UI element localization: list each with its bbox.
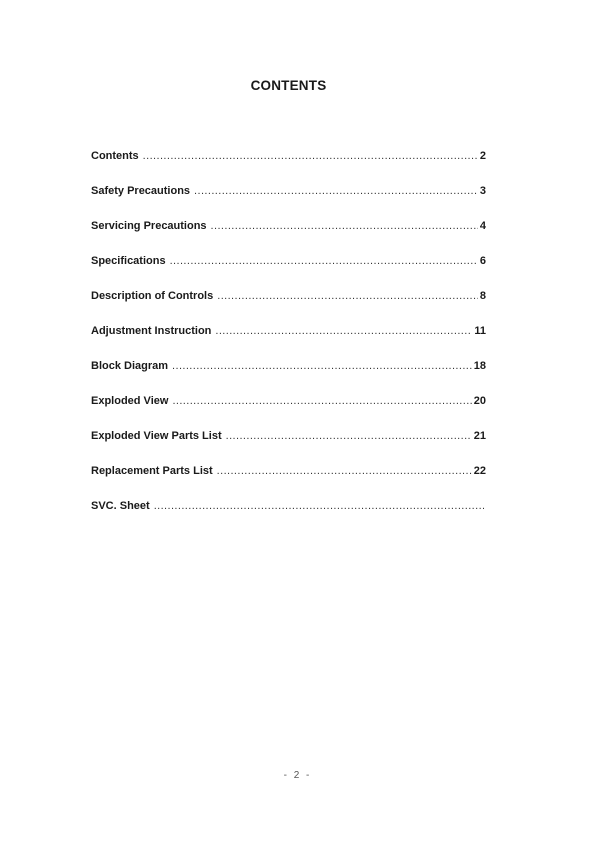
toc-entry-page: 18 (473, 360, 486, 372)
toc-entry-label: Exploded View Parts List (91, 430, 222, 442)
toc-entry-label: Adjustment Instruction (91, 325, 212, 337)
toc-entry-page: 2 (479, 150, 486, 162)
toc-entry-page: 6 (479, 255, 486, 267)
toc-dot-leader (194, 185, 478, 197)
toc-dot-leader (226, 430, 472, 442)
toc-entry-page: 21 (473, 430, 486, 442)
toc-entry-label: Specifications (91, 255, 166, 267)
toc-entry-servicing-precautions[interactable] (91, 220, 486, 255)
toc-entry-label: Contents (91, 150, 139, 162)
toc-entry-adjustment-instruction[interactable] (91, 325, 486, 360)
toc-entry-page: 4 (479, 220, 486, 232)
toc-dot-leader (154, 500, 484, 512)
toc-entry-label: SVC. Sheet (91, 500, 150, 512)
toc-entry-description-of-controls[interactable] (91, 290, 486, 325)
toc-entry-label: Safety Precautions (91, 185, 191, 197)
toc-dot-leader (217, 290, 478, 302)
toc-entry-label: Exploded View (91, 395, 169, 407)
toc-entry-exploded-view-parts-list[interactable] (91, 430, 486, 465)
toc-entry-safety-precautions[interactable] (91, 185, 486, 220)
page-number: - 2 - (283, 770, 312, 781)
toc-dot-leader (215, 325, 472, 337)
toc-dot-leader (217, 465, 472, 477)
page-title: CONTENTS (250, 78, 327, 93)
toc-entry-page: 22 (473, 465, 486, 477)
toc-dot-leader (211, 220, 478, 232)
toc-entry-exploded-view[interactable] (91, 395, 486, 430)
toc-entry-label: Servicing Precautions (91, 220, 207, 232)
toc-entry-block-diagram[interactable] (91, 360, 486, 395)
toc-entry-page: 11 (474, 325, 486, 337)
toc-entry-svc-sheet[interactable] (91, 500, 486, 535)
toc-entry-specifications[interactable] (91, 255, 486, 290)
toc-dot-leader (172, 395, 471, 407)
toc-entry-replacement-parts-list[interactable] (91, 465, 486, 500)
toc-entry-page: 3 (479, 185, 486, 197)
toc-dot-leader (172, 360, 472, 372)
toc-entry-page: 20 (473, 395, 486, 407)
toc-entry-contents[interactable] (91, 150, 486, 185)
toc-entry-page: 8 (479, 290, 486, 302)
toc-entry-label: Block Diagram (91, 360, 169, 372)
toc-dot-leader (143, 150, 478, 162)
table-of-contents (91, 150, 486, 535)
toc-entry-label: Replacement Parts List (91, 465, 213, 477)
toc-entry-label: Description of Controls (91, 290, 214, 302)
toc-dot-leader (170, 255, 478, 267)
